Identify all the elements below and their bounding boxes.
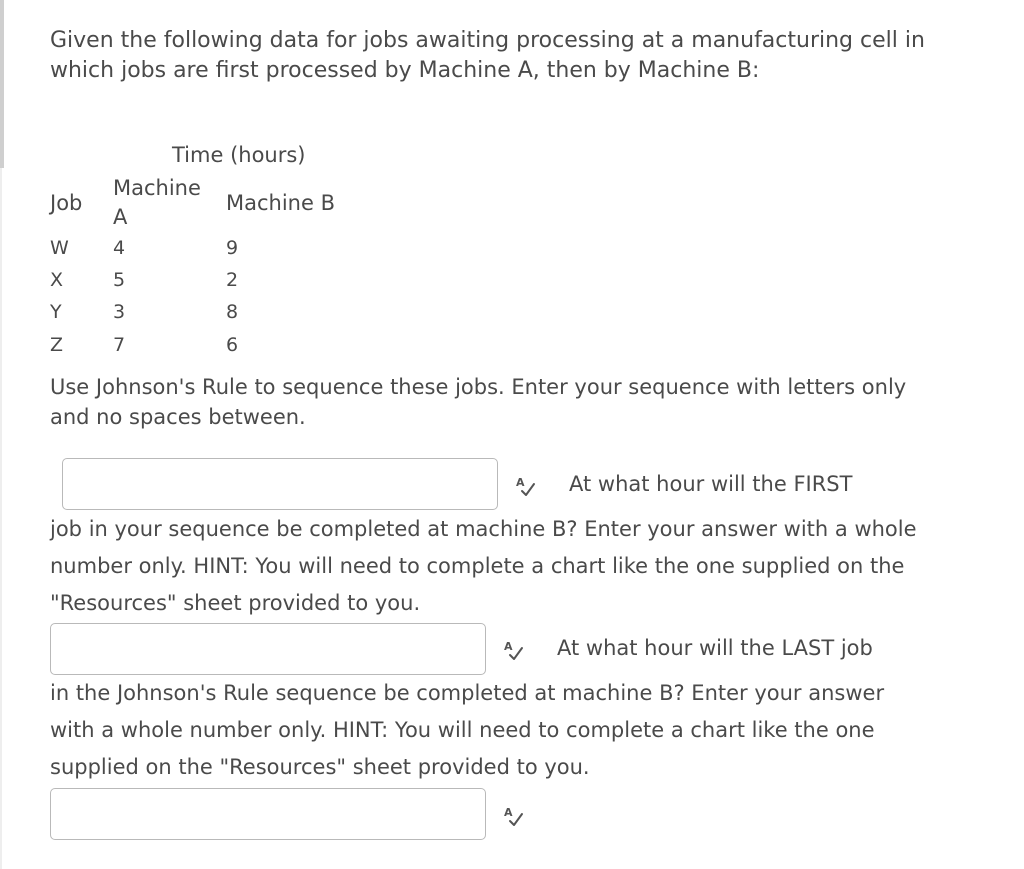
header-machine-b: Machine B xyxy=(226,191,335,215)
last-job-prompt-start: At what hour will the LAST job xyxy=(557,636,873,660)
cell-machine-a: 7 xyxy=(113,334,126,356)
cell-machine-b: 9 xyxy=(226,237,239,259)
spell-check-icon[interactable] xyxy=(502,804,526,828)
sequence-answer-input[interactable] xyxy=(62,458,498,510)
table-caption: Time (hours) xyxy=(172,143,306,167)
cell-machine-b: 2 xyxy=(226,269,239,291)
first-job-hour-input[interactable] xyxy=(50,623,486,675)
cell-machine-a: 3 xyxy=(113,301,126,323)
instruction-text: Use Johnson's Rule to sequence these jobs. Enter your sequence with letters only and no spaces between. xyxy=(50,375,907,429)
first-job-prompt-rest: job in your sequence be completed at machine B? Enter your answer with a whole number only. HINT: You will need to complete a chart like the one supplied on the "Resources" sheet provided to you. xyxy=(50,517,917,615)
intro-text: Given the following data for jobs awaiting processing at a manufacturing cell in which jobs are first processed by Machine A, then by Machine B: xyxy=(50,28,925,83)
cell-machine-b: 6 xyxy=(226,334,239,356)
last-job-hour-input[interactable] xyxy=(50,788,486,840)
first-job-prompt-start: At what hour will the FIRST xyxy=(569,472,853,496)
last-job-prompt-rest: in the Johnson's Rule sequence be completed at machine B? Enter your answer with a whole number only. HINT: You will need to complete a chart like the one supplied on the "Resources" sheet provided to you. xyxy=(50,681,885,779)
svg-text:A: A xyxy=(504,806,513,819)
cell-job: W xyxy=(50,237,69,259)
spell-check-icon[interactable] xyxy=(514,474,538,498)
scroll-rail-track xyxy=(0,168,2,869)
spell-check-icon[interactable] xyxy=(502,638,526,662)
cell-machine-a: 5 xyxy=(113,269,126,291)
svg-text:A: A xyxy=(516,476,525,489)
scroll-rail xyxy=(0,0,4,168)
cell-machine-a: 4 xyxy=(113,237,126,259)
svg-text:A: A xyxy=(504,640,513,653)
header-machine-a-line2: A xyxy=(113,205,128,229)
cell-machine-b: 8 xyxy=(226,301,239,323)
cell-job: Z xyxy=(50,334,64,356)
cell-job: X xyxy=(50,269,64,291)
cell-job: Y xyxy=(50,301,62,323)
header-job: Job xyxy=(50,191,83,215)
header-machine-a-line1: Machine xyxy=(113,176,201,200)
